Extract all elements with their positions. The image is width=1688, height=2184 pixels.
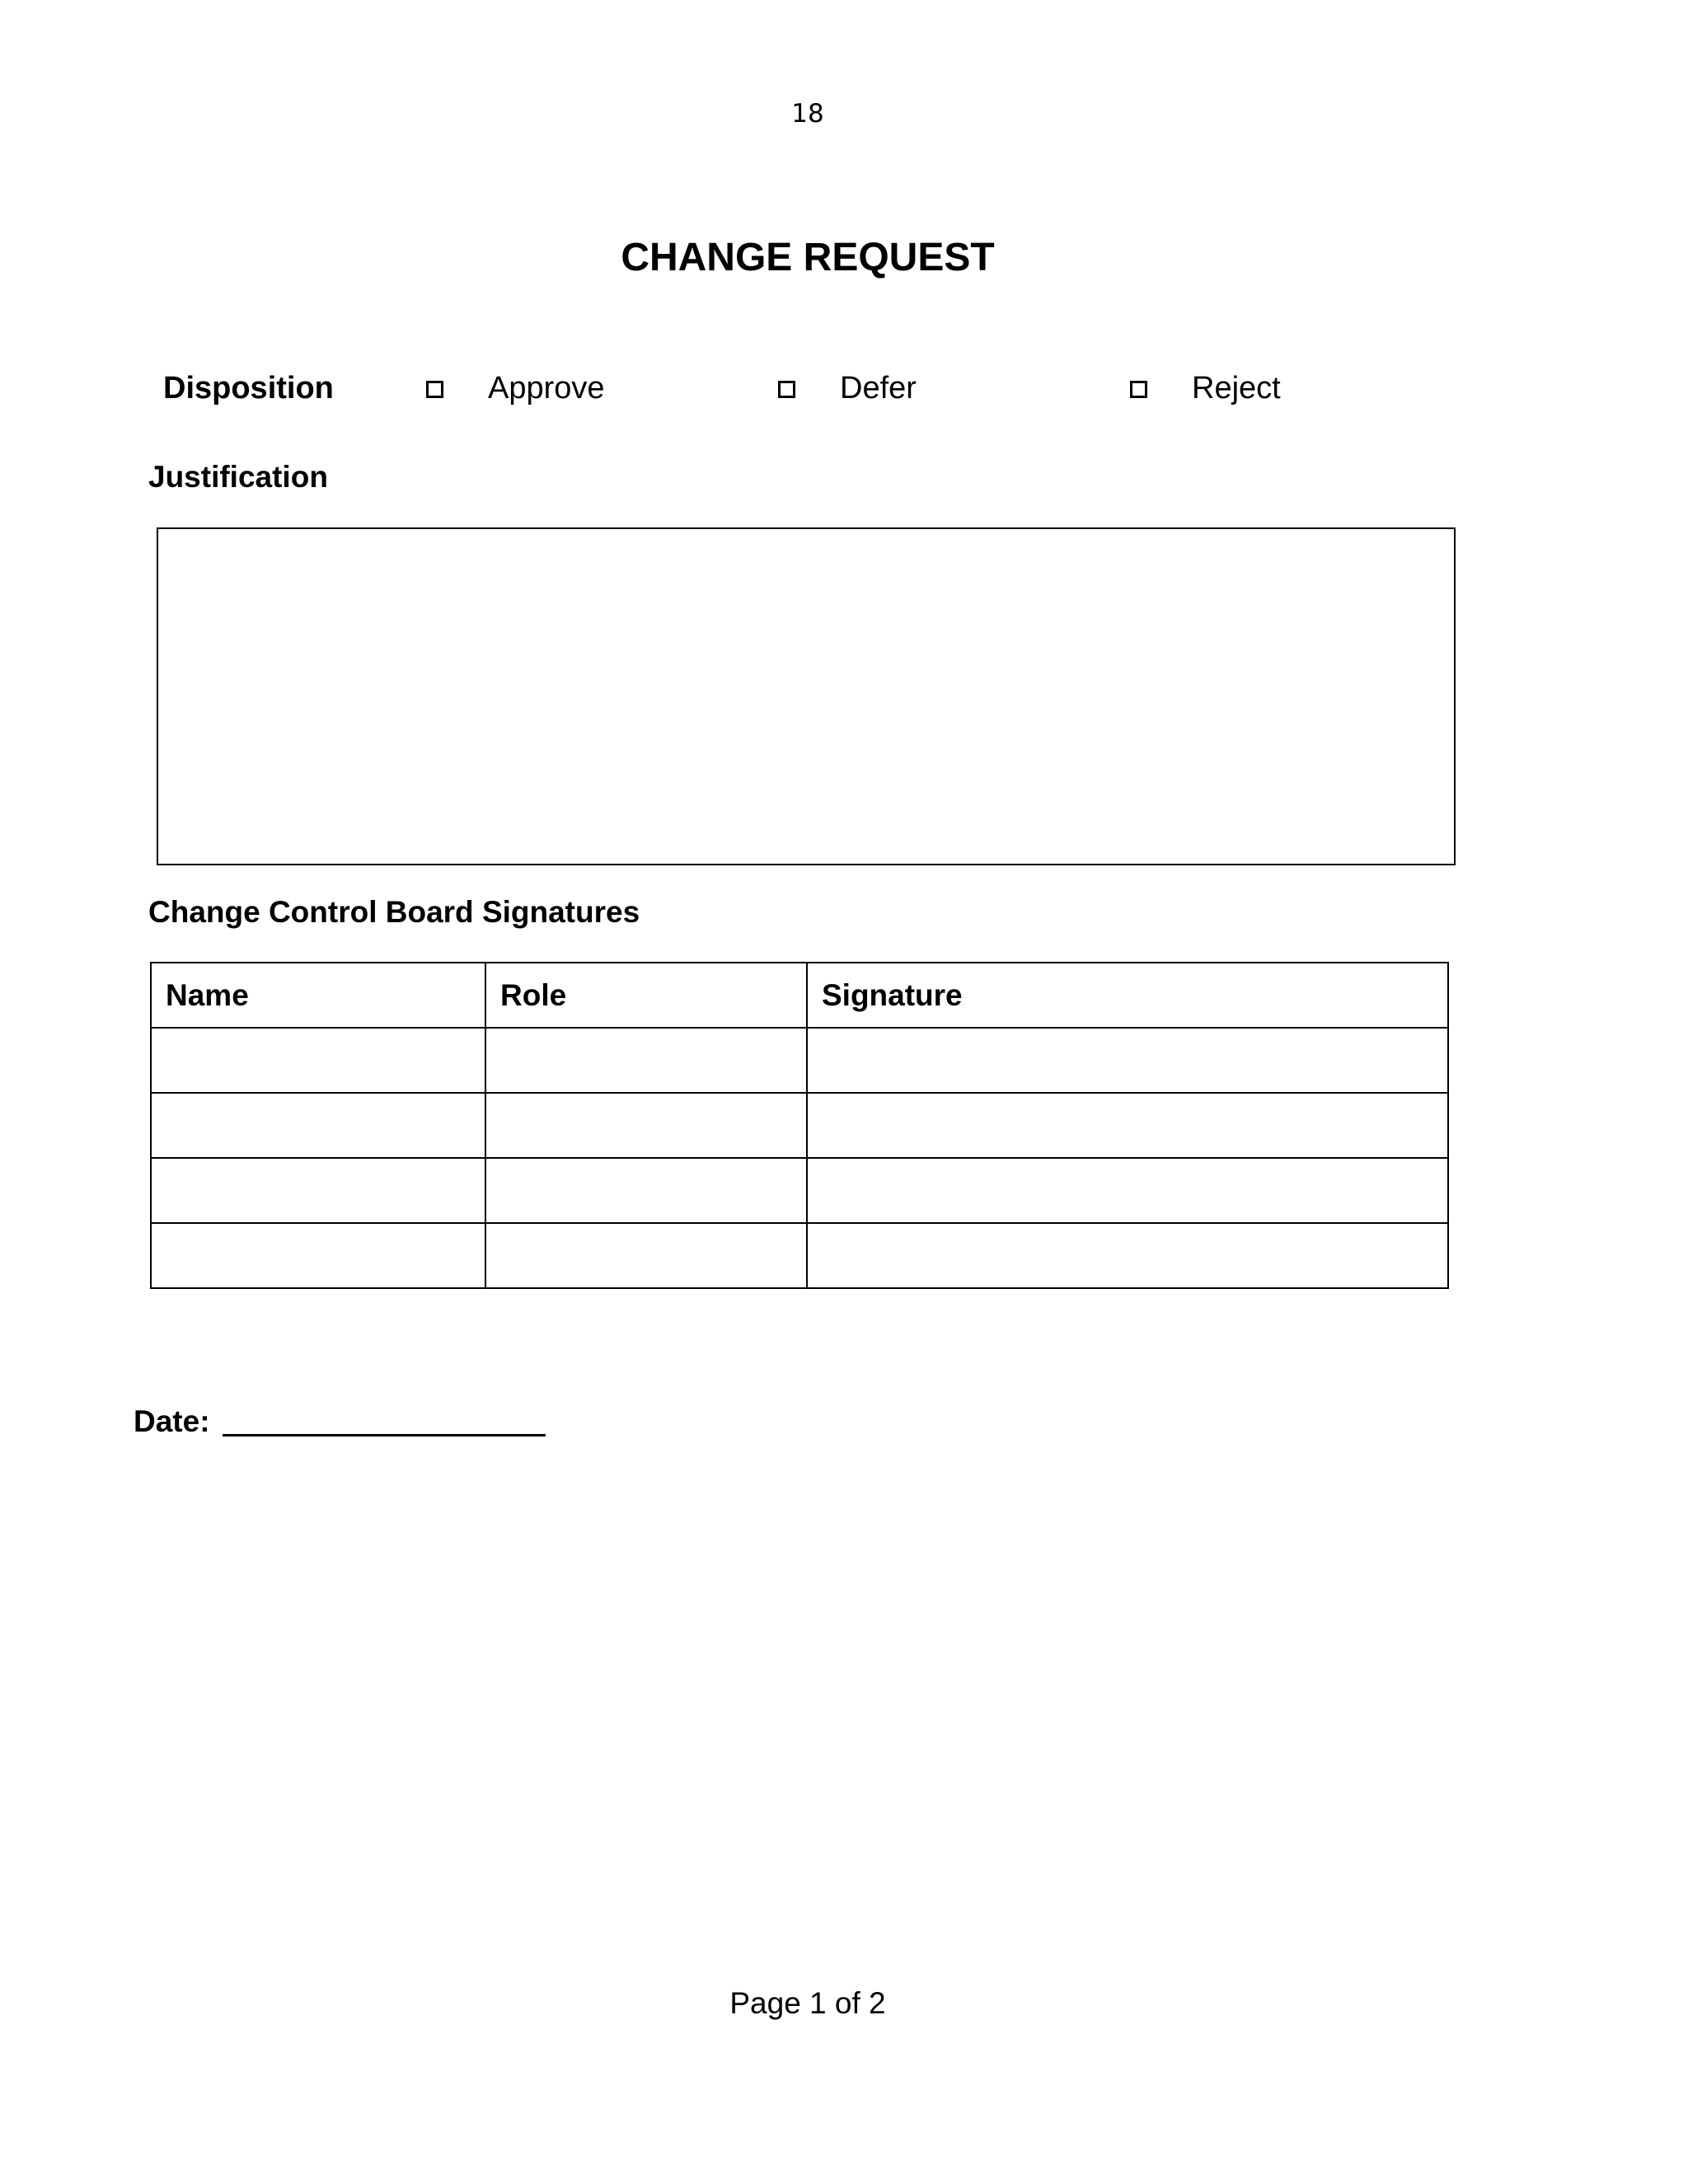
- role-cell[interactable]: [485, 1158, 807, 1223]
- reject-checkbox[interactable]: [1130, 381, 1147, 398]
- signatures-header-row: [151, 963, 1448, 1028]
- table-row: [151, 1158, 1448, 1223]
- date-field[interactable]: [223, 1434, 546, 1436]
- table-row: [151, 1223, 1448, 1288]
- name-cell[interactable]: [151, 1223, 485, 1288]
- signatures-heading: Change Control Board Signatures: [148, 895, 640, 929]
- defer-option-label: Defer: [840, 371, 917, 405]
- column-header-name: Name: [151, 963, 485, 1028]
- page-number: 18: [791, 99, 824, 129]
- signature-cell[interactable]: [807, 1028, 1448, 1093]
- form-title: CHANGE REQUEST: [621, 236, 995, 279]
- reject-option-label: Reject: [1192, 371, 1281, 405]
- approve-option-label: Approve: [488, 371, 605, 405]
- defer-checkbox[interactable]: [778, 381, 795, 398]
- page-footer: Page 1 of 2: [729, 1986, 886, 2020]
- name-cell[interactable]: [151, 1093, 485, 1158]
- role-cell[interactable]: [485, 1223, 807, 1288]
- name-cell[interactable]: [151, 1158, 485, 1223]
- role-cell[interactable]: [485, 1028, 807, 1093]
- role-cell[interactable]: [485, 1093, 807, 1158]
- signature-cell[interactable]: [807, 1158, 1448, 1223]
- justification-textbox[interactable]: [157, 527, 1456, 865]
- column-header-role: Role: [485, 963, 807, 1028]
- date-label: Date:: [134, 1404, 210, 1438]
- disposition-label: Disposition: [163, 371, 334, 405]
- column-header-signature: Signature: [807, 963, 1448, 1028]
- approve-checkbox[interactable]: [426, 381, 443, 398]
- signature-cell[interactable]: [807, 1223, 1448, 1288]
- signature-cell[interactable]: [807, 1093, 1448, 1158]
- justification-heading: Justification: [148, 460, 328, 494]
- signatures-table: [150, 962, 1449, 1289]
- table-row: [151, 1093, 1448, 1158]
- name-cell[interactable]: [151, 1028, 485, 1093]
- table-row: [151, 1028, 1448, 1093]
